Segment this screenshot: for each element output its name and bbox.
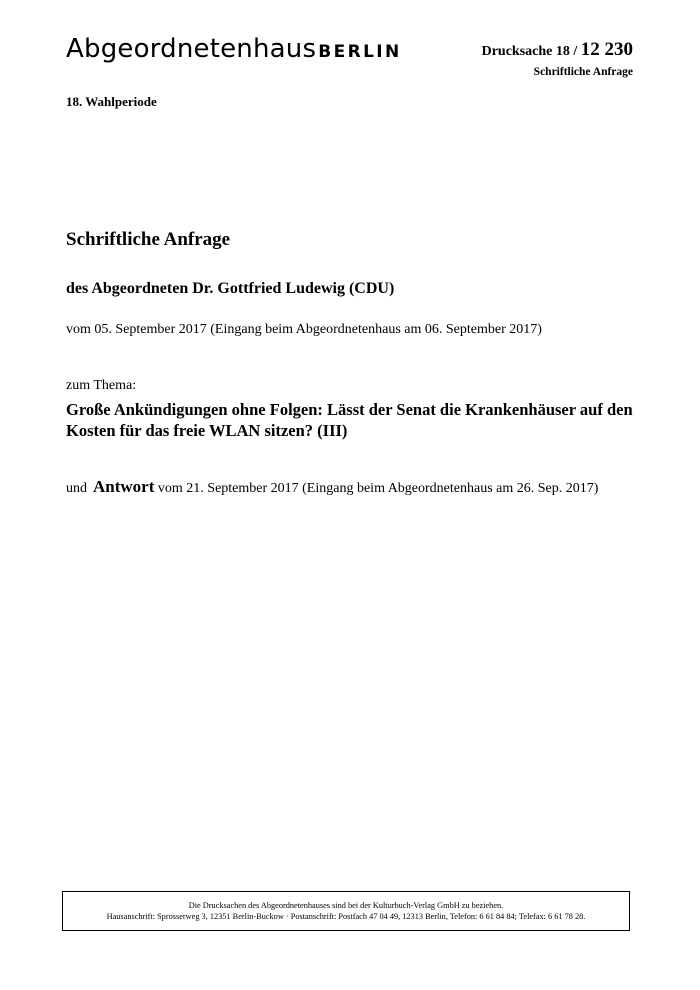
answer-prefix: und	[66, 481, 87, 496]
page-title: Schriftliche Anfrage	[66, 229, 231, 250]
topic-label: zum Thema:	[66, 378, 137, 393]
drucksache-number	[482, 40, 633, 59]
legislative-period: 18. Wahlperiode	[66, 94, 157, 109]
footer-line-address: Hausanschrift: Sprosserweg 3, 12351 Berlin-Buckow · Postanschrift: Postfach 47 04 49, 12313 Berlin, Telefon: 6 61 84 84; Telefax: 6 61 78 28.	[106, 912, 586, 921]
footer-box	[62, 891, 630, 931]
topic-title: Große Ankündigungen ohne Folgen: Lässt der Senat die Krankenhäuser auf den Kosten für das freie WLAN sitzen? (III)	[66, 400, 633, 440]
drucksache-prefix: Drucksache 18 /	[481, 44, 581, 59]
author-line: des Abgeordneten Dr. Gottfried Ludewig (CDU)	[66, 280, 395, 297]
answer-line	[66, 477, 598, 497]
logo-berlin: BERLIN	[318, 42, 402, 62]
parliament-logo	[66, 36, 402, 62]
footer-line-distribution: Die Drucksachen des Abgeordnetenhauses sind bei der Kulturbuch-Verlag GmbH zu beziehen.	[188, 901, 504, 910]
answer-date: vom 21. September 2017 (Eingang beim Abgeordnetenhaus am 26. Sep. 2017)	[154, 481, 599, 496]
answer-label: Antwort	[93, 477, 155, 496]
submission-date-line: vom 05. September 2017 (Eingang beim Abgeordnetenhaus am 06. September 2017)	[66, 322, 542, 337]
document-type-label: Schriftliche Anfrage	[533, 66, 633, 78]
drucksache-id: 12 230	[580, 39, 633, 60]
logo-wordmark: Abgeordnetenhaus	[66, 34, 317, 64]
